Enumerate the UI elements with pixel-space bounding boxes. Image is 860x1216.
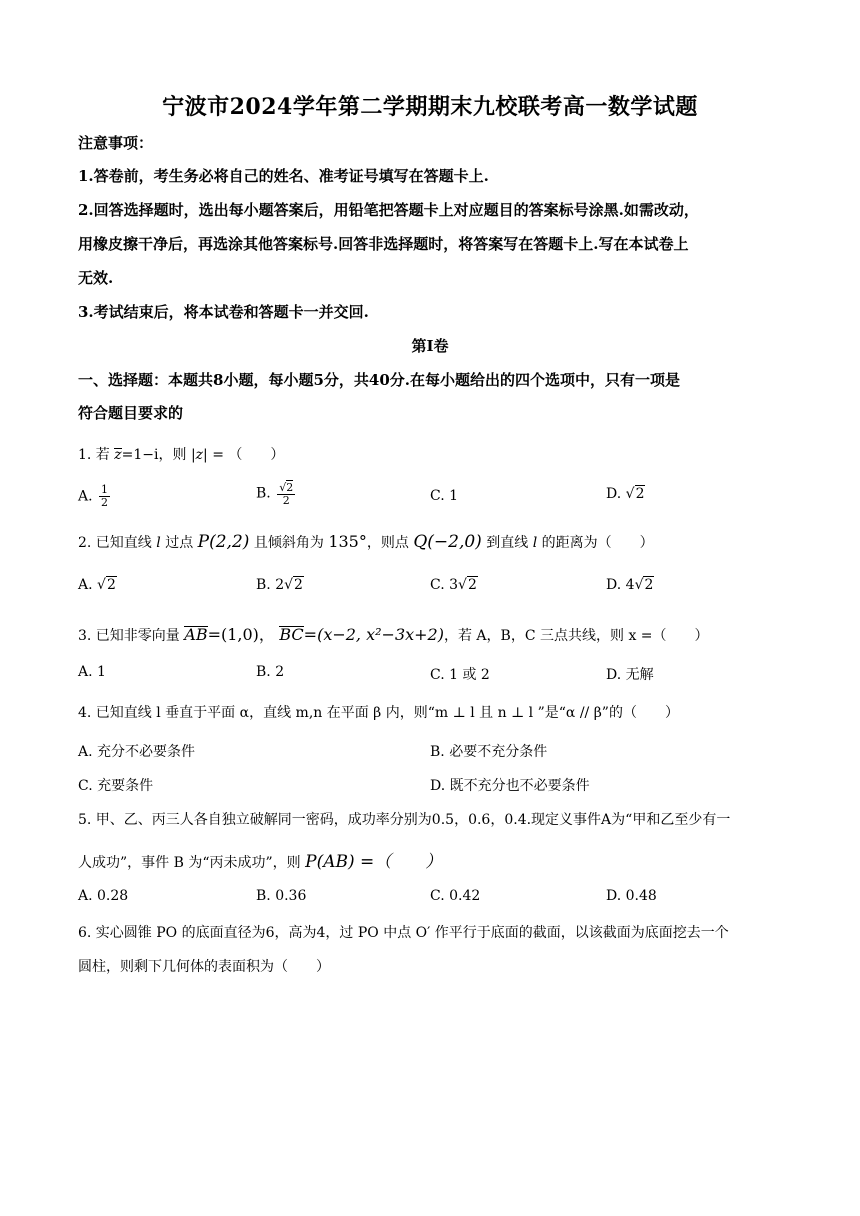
q2-d-radicand: 2 (644, 577, 654, 593)
q3-vector-bc: BC (279, 625, 304, 644)
q2-b-sqrt: √2 (284, 577, 303, 593)
volume-heading: 第Ⅰ卷 (411, 337, 449, 355)
q1-a-numerator: 1 (101, 483, 109, 496)
q2-b-label: B. (256, 577, 271, 593)
note-item-2-line-2: 用橡皮擦干净后，再选涂其他答案标号.回答非选择题时，将答案写在答题卡上.写在本试卷上 (78, 235, 689, 253)
q1-a-denominator: 2 (101, 496, 109, 509)
q1-d-sqrt: √2 (625, 486, 645, 502)
q2-option-a (78, 577, 117, 593)
section-1-line-2: 符合题目要求的 (78, 404, 184, 422)
q1-option-b (256, 480, 297, 507)
q1-z-conjugate: z (114, 447, 122, 463)
q4-option-c: C. 充要条件 (78, 778, 154, 794)
q2-point-q: Q(−2,0) (413, 532, 482, 552)
q1-option-d (606, 486, 645, 502)
q1-option-c: C. 1 (430, 488, 459, 504)
q2-text-2: 且倾斜角为 (253, 535, 324, 551)
q3-prefix: 3. 已知非零向量 (78, 628, 180, 644)
q3-option-d: D. 无解 (606, 667, 654, 683)
q2-c-radicand: 2 (467, 577, 477, 593)
q2-line-l-2: l (532, 535, 538, 551)
q1-abs-z: |z| = (190, 447, 224, 463)
q3-vector-ab: AB (184, 625, 208, 644)
q4-option-d: D. 既不充分也不必要条件 (430, 778, 590, 794)
q5-probability: P(AB) =（ ） (305, 852, 443, 872)
q3-text-end: ，若 A，B，C 三点共线，则 x =（ ） (443, 628, 709, 644)
q1-a-fraction (99, 484, 110, 509)
q2-a-sqrt: √2 (97, 577, 116, 593)
note-item-1: 1.答卷前，考生务必将自己的姓名、准考证号填写在答题卡上. (78, 167, 489, 185)
q1-b-denominator: 2 (282, 494, 290, 507)
q1-d-label: D. (606, 486, 622, 502)
q3-option-b: B. 2 (256, 664, 285, 680)
q3-option-a: A. 1 (78, 664, 106, 680)
question-3 (78, 622, 709, 645)
q1-b-radicand: 2 (286, 481, 294, 494)
q2-c-label: C. (430, 577, 445, 593)
question-4: 4. 已知直线 l 垂直于平面 α，直线 m,n 在平面 β 内，则“m ⊥ l 且 n ⊥ l ”是“α // β”的（ ） (78, 705, 679, 721)
q5-option-d: D. 0.48 (606, 888, 657, 904)
q1-b-fraction (277, 480, 295, 507)
q2-a-label: A. (78, 577, 93, 593)
question-6-line-1: 6. 实心圆锥 PO 的底面直径为6，高为4，过 PO 中点 O′ 作平行于底面的截面，以该截面为底面挖去一个 (78, 925, 729, 941)
q1-option-a (78, 484, 112, 509)
q5-option-b: B. 0.36 (256, 888, 307, 904)
q3-ab-value: =(1,0)， (207, 625, 275, 644)
note-item-2-line-1: 2.回答选择题时，选出每小题答案后，用铅笔把答题卡上对应题目的答案标号涂黑.如需改动， (78, 201, 699, 219)
q1-b-numerator: √2 (279, 481, 294, 494)
note-item-2-line-3: 无效. (78, 269, 114, 287)
q2-option-c (430, 577, 478, 593)
q2-d-label: D. (606, 577, 622, 593)
q2-text-4: 到直线 (486, 535, 529, 551)
q3-bc-value: =(x−2, x²−3x+2) (303, 625, 444, 644)
q1-b-label: B. (256, 485, 271, 502)
q5-option-c: C. 0.42 (430, 888, 481, 904)
q2-option-b (256, 577, 304, 593)
notes-heading: 注意事项： (78, 134, 154, 152)
q2-line-l: l (156, 535, 161, 551)
q1-equation: =1−i，则 (121, 447, 187, 463)
q1-d-radicand: 2 (635, 486, 645, 502)
section-1-line-1: 一、选择题：本题共8小题，每小题5分，共40分.在每小题给出的四个选项中，只有一项是 (78, 371, 680, 389)
question-5-line-1: 5. 甲、乙、丙三人各自独立破解同一密码，成功率分别为0.5，0.6，0.4.现定义事件A为“甲和乙至少有一 (78, 812, 731, 828)
note-item-3: 3.考试结束后，将本试卷和答题卡一并交回. (78, 303, 369, 321)
q1-a-label: A. (78, 488, 93, 505)
q2-angle: 135° (328, 532, 367, 551)
question-1 (78, 444, 284, 464)
q2-c-coef: 3 (449, 577, 459, 593)
q2-b-radicand: 2 (294, 577, 303, 593)
q1-paren: （ ） (228, 447, 285, 463)
q4-option-a: A. 充分不必要条件 (78, 744, 196, 760)
q2-text-1: 过点 (165, 535, 194, 551)
q2-c-sqrt: √2 (458, 577, 477, 593)
q5-line2-text: 人成功”，事件 B 为“丙未成功”，则 (78, 855, 301, 871)
q2-d-sqrt: √2 (634, 577, 654, 593)
q5-option-a: A. 0.28 (78, 888, 129, 904)
q1-prefix: 1. 若 (78, 447, 110, 463)
question-6-line-2: 圆柱，则剩下几何体的表面积为（ ） (78, 959, 330, 975)
page-title: 宁波市2024学年第二学期期末九校联考高一数学试题 (162, 94, 698, 120)
q2-a-radicand: 2 (106, 577, 116, 593)
q3-option-c: C. 1 或 2 (430, 667, 490, 683)
q2-option-d (606, 577, 654, 593)
q2-b-coef: 2 (275, 577, 285, 593)
q2-text-end: 的距离为（ ） (541, 535, 654, 551)
question-5-line-2 (78, 847, 442, 872)
q2-d-coef: 4 (625, 577, 635, 593)
q2-point-p: P(2,2) (197, 532, 250, 552)
q2-text-3: ，则点 (366, 535, 409, 551)
question-2 (78, 532, 654, 552)
q4-option-b: B. 必要不充分条件 (430, 744, 548, 760)
q2-prefix: 2. 已知直线 (78, 535, 152, 551)
